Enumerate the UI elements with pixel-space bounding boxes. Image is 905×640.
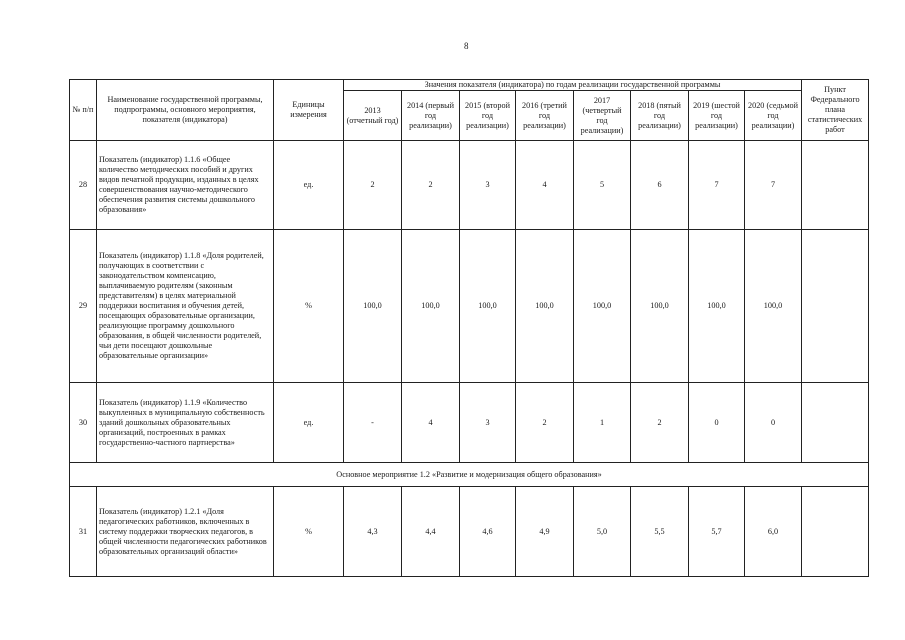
value-cell: 3 — [460, 383, 516, 463]
header-year: 2013 (отчетный год) — [344, 91, 402, 141]
indicator-name: Показатель (индикатор) 1.1.8 «Доля родителей, получающих в соответствии с законодательством компенсацию, выплачиваемую родителям (законным представителям) в целях материальной поддержки воспитания и обучения детей, посещающих образовательные организации, реализующие программу дошкольного образования, в общей численности родителей, чьи дети посещают дошкольные образовательные организации» — [97, 230, 274, 383]
value-cell: 6 — [631, 141, 689, 230]
header-unit: Единицы измерения — [274, 80, 344, 141]
header-name: Наименование государственной программы, подпрограммы, основного мероприятия, показателя (индикатора) — [97, 80, 274, 141]
table-row — [70, 141, 869, 230]
row-number: 30 — [70, 383, 97, 463]
clause-cell — [802, 383, 869, 463]
header-year: 2016 (третий год реализации) — [516, 91, 574, 141]
value-cell: 0 — [745, 383, 802, 463]
indicator-name: Показатель (индикатор) 1.2.1 «Доля педагогических работников, включенных в систему поддержки творческих педагогов, в общей численности педагогических работников образовательных организаций области» — [97, 487, 274, 577]
header-year: 2017 (четвертый год реализации) — [574, 91, 631, 141]
value-cell: 100,0 — [516, 230, 574, 383]
unit-cell: ед. — [274, 141, 344, 230]
value-cell: 5 — [574, 141, 631, 230]
header-year: 2019 (шестой год реализации) — [689, 91, 745, 141]
value-cell: 4,4 — [402, 487, 460, 577]
value-cell: 4 — [402, 383, 460, 463]
value-cell: 100,0 — [344, 230, 402, 383]
value-cell: 100,0 — [460, 230, 516, 383]
value-cell: 5,5 — [631, 487, 689, 577]
value-cell: 4,6 — [460, 487, 516, 577]
value-cell: 0 — [689, 383, 745, 463]
value-cell: 100,0 — [689, 230, 745, 383]
value-cell: 4,9 — [516, 487, 574, 577]
value-cell: 3 — [460, 141, 516, 230]
header-year: 2015 (второй год реализации) — [460, 91, 516, 141]
value-cell: 6,0 — [745, 487, 802, 577]
clause-cell — [802, 141, 869, 230]
value-cell: 2 — [344, 141, 402, 230]
value-cell: 2 — [516, 383, 574, 463]
page-number: 8 — [464, 41, 469, 51]
clause-cell — [802, 230, 869, 383]
indicators-table — [69, 79, 869, 577]
value-cell: 100,0 — [402, 230, 460, 383]
row-number: 31 — [70, 487, 97, 577]
table-row — [70, 487, 869, 577]
indicator-name: Показатель (индикатор) 1.1.9 «Количество выкупленных в муниципальную собственность зданий дошкольных образовательных организаций, построенных в рамках государственно-частного партнерства» — [97, 383, 274, 463]
value-cell: 7 — [689, 141, 745, 230]
header-year: 2018 (пятый год реализации) — [631, 91, 689, 141]
header-year: 2014 (первый год реализации) — [402, 91, 460, 141]
header-year: 2020 (седьмой год реализации) — [745, 91, 802, 141]
header-clause: Пункт Федерального плана статистических работ — [802, 80, 869, 141]
unit-cell: % — [274, 487, 344, 577]
indicator-name: Показатель (индикатор) 1.1.6 «Общее количество методических пособий и других видов печатной продукции, изданных в целях совершенствования научно-методического обеспечения развития системы дошкольного образования» — [97, 141, 274, 230]
header-row-1 — [70, 80, 869, 91]
unit-cell: % — [274, 230, 344, 383]
value-cell: 100,0 — [574, 230, 631, 383]
value-cell: 100,0 — [631, 230, 689, 383]
header-values-group: Значения показателя (индикатора) по годам реализации государственной программы — [344, 80, 802, 91]
table-row — [70, 383, 869, 463]
value-cell: 7 — [745, 141, 802, 230]
unit-cell: ед. — [274, 383, 344, 463]
value-cell: 4,3 — [344, 487, 402, 577]
value-cell: 4 — [516, 141, 574, 230]
value-cell: - — [344, 383, 402, 463]
clause-cell — [802, 487, 869, 577]
table-row — [70, 230, 869, 383]
value-cell: 5,7 — [689, 487, 745, 577]
row-number: 28 — [70, 141, 97, 230]
section-title: Основное мероприятие 1.2 «Развитие и модернизация общего образования» — [70, 463, 869, 487]
value-cell: 2 — [402, 141, 460, 230]
value-cell: 100,0 — [745, 230, 802, 383]
header-num: № п/п — [70, 80, 97, 141]
value-cell: 5,0 — [574, 487, 631, 577]
row-number: 29 — [70, 230, 97, 383]
section-row — [70, 463, 869, 487]
value-cell: 2 — [631, 383, 689, 463]
value-cell: 1 — [574, 383, 631, 463]
